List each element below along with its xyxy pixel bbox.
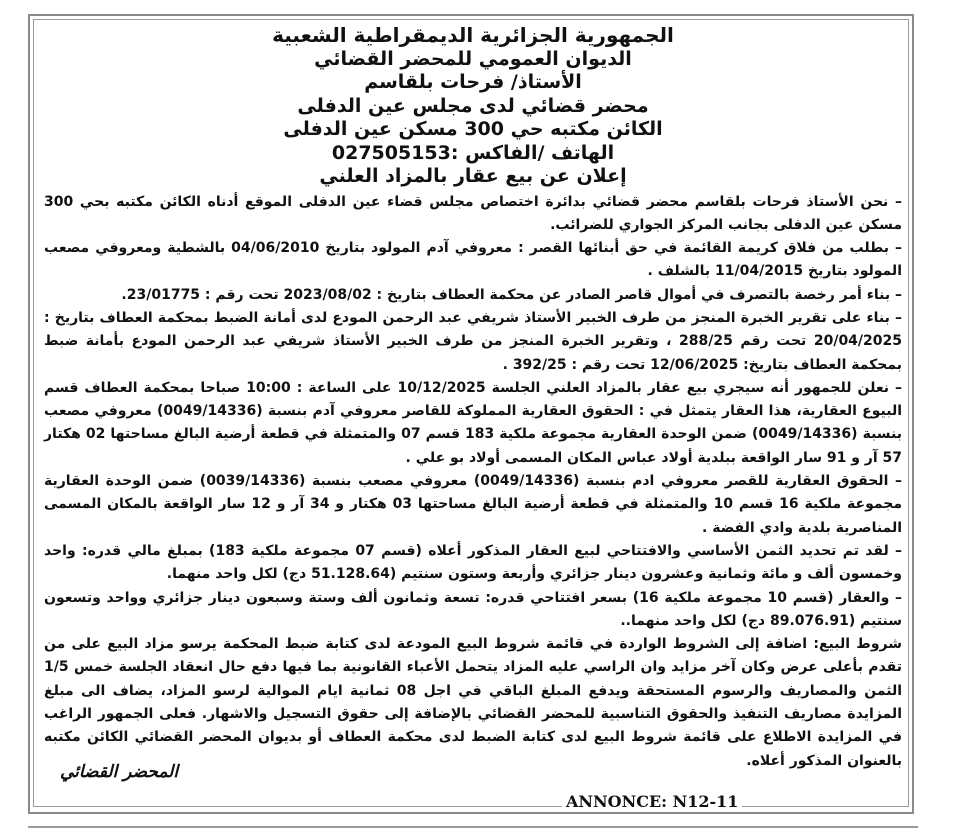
paragraph-auction-notice: – نعلن للجمهور أنه سيجري بيع عقار بالمزاد العلني الجلسة 10/12/2025 على الساعة : 10:00 صباحا بمحكمة العطاف قسم البيوع العقارية، هذا العقار يتمثل في : الحقوق العقارية المملوكة للقاصر معروفي آدم بنسبة (0049/14336) معروفي مصعب بنسبة (0049/14336) ضمن الوحدة العقارية مجموعة ملكية 183 قسم 07 والمتمثلة في قطعة أرضية البالغ مساحتها 02 هكتار 57 آر و 91 سار الواقعة ببلدية أولاد عباس المكان المسمى أولاد بو علي . [44,379,903,466]
office-address: الكائن مكتبه حي 300 مسكن عين الدفلى [283,118,663,140]
paragraph-base-price: – لقد تم تحديد الثمن الأساسي والافتتاحي لبيع العقار المذكور أعلاه (قسم 07 مجموعة ملكية 183) بمبلغ مالي قدره: واحد وخمسون ألف و مائة وثمانية وعشرون دينار جزائري وأربعة وستون سنتيم (51.128.64 دج) لكل واحد منهما. [44,542,903,583]
paragraph-second-property: – الحقوق العقارية للقصر معروفي ادم بنسبة (0049/14336) معروفي مصعب بنسبة (0039/14336) ضمن الوحدة العقارية مجموعة ملكية 16 قسم 10 والمتمثلة في قطعة أرضية البالغ مساحتها 03 هكتار و 34 آر و 12 سار الواقعة بالمكان المسمى المناصرية بلدية وادي الفضة . [44,473,902,536]
paragraph-second-price: – والعقار (قسم 10 مجموعة ملكية 16) بسعر افتتاحي قدره: تسعة وثمانون ألف وستة وسبعون دينار جزائري وواحد وتسعون سنتيم (89.076.91 دج) لكل واحد منهما.. [44,589,902,629]
announcement-document [44,24,902,773]
republic-heading: الجمهورية الجزائرية الديمقراطية الشعبية [272,23,674,47]
document-header [44,24,902,189]
bailiff-name: الأستاذ/ فرحات بلقاسم [364,71,582,93]
paragraph-request: – بطلب من فلاق كريمة القائمة في حق أبنائها القصر : معروفي آدم المولود بتاريخ 04/06/2010 بالشطية ومعروفي مصعب المولود بتاريخ 11/04/2015 بالشلف . [44,240,902,280]
bailiff-role: محضر قضائي لدى مجلس عين الدفلى [297,94,649,117]
paragraph-bailiff-intro: – نحن الأستاذ فرحات بلقاسم محضر قضائي بدائرة اختصاص مجلس قضاء عين الدفلى الموقع أدناه الكائن مكتبه بحي 300 مسكن عين الدفلى بجانب المركز الجواري للضرائب. [44,193,902,233]
annonce-number: ANNONCE: N12-11 [562,792,742,811]
paragraph-court-order: – بناء أمر رخصة بالتصرف في أموال قاصر الصادر عن محكمة العطاف بتاريخ : 2023/08/02 تحت رقم : 23/01775. [121,286,902,303]
announcement-body [44,191,902,773]
office-heading: الديوان العمومي للمحضر القضائي [314,47,632,70]
paragraph-expert-report: – بناء على تقرير الخبرة المنجز من طرف الخبير الأستاذ شريفي عبد الرحمن المودع لدى أمانة الضبط بمحكمة العطاف بتاريخ : 20/04/2025 تحت رقم 288/25 ، وتقرير الخبرة المنجز من طرف الخبير الأستاذ شريفي عبد الرحمن المودع بأمانة ضبط بمحكمة العطاف بتاريخ: 12/06/2025 تحت رقم : 392/25 . [44,309,902,373]
bottom-rule [28,826,918,828]
announcement-title: إعلان عن بيع عقار بالمزاد العلني [319,165,627,187]
phone-fax: الهاتف /الفاكس :027505153 [331,141,615,164]
signature: المحضر القضائي [60,762,179,782]
paragraph-sale-conditions: شروط البيع: اضافة إلى الشروط الواردة في قائمة شروط البيع المودعة لدى كتابة ضبط المحكمة يرسو مزاد البيع على من تقدم بأعلى عرض وكان آخر مزايد وان الراسي عليه المزاد يتحمل الأعباء القانونية بما فيها دفع حال انعقاد الجلسة خمس 1/5 الثمن والمصاريف والرسوم المستحقة ويدفع المبلغ الباقي في اجل 08 ثمانية ايام الموالية لرسو المزاد، يضاف الى مبلغ المزايدة مصاريف التنفيذ والحقوق التناسبية للمحضر القضائي بالإضافة إلى حقوق التسجيل والاشهار. فعلى الجمهور الراغب في المزايدة الاطلاع على قائمة شروط البيع لدى كتابة الضبط لدى محكمة العطاف أو بديوان المحضر القضائي الكائن مكتبه بالعنوان المذكور أعلاه. [44,636,903,769]
